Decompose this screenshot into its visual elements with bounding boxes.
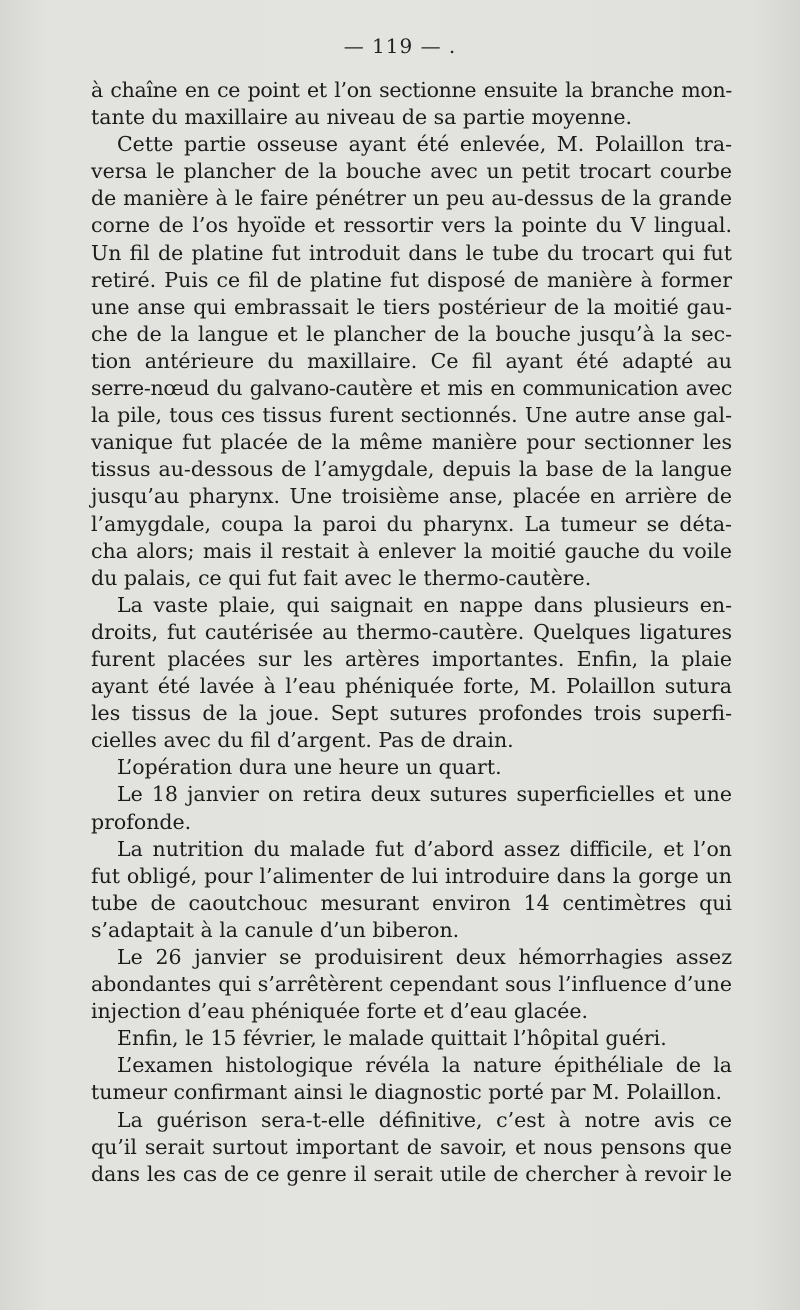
text-line: l’amygdale, coupa la paroi du pharynx. La tumeur se déta- [91,511,732,536]
text-line: cielles avec du fil d’argent. Pas de drain. [91,728,514,753]
text-line: abondantes qui s’arrêtèrent cependant sous l’influence d’une [91,972,732,997]
text-line: les tissus de la joue. Sept sutures profondes trois superfi- [91,701,732,726]
text-line: profonde. [91,809,192,834]
text-line: jusqu’au pharynx. Une troisième anse, placée en arrière de [91,484,732,509]
text-line: L’opération dura une heure un quart. [117,755,502,780]
body-text [91,77,732,1188]
text-line: tion antérieure du maxillaire. Ce fil ayant été adapté au [91,348,732,373]
text-line: Le 18 janvier on retira deux sutures superficielles et une [117,782,732,807]
text-line: injection d’eau phéniquée forte et d’eau glacée. [91,999,588,1024]
text-line: L’examen histologique révéla la nature épithéliale de la [117,1053,732,1078]
text-line: furent placées sur les artères importantes. Enfin, la plaie [91,646,732,671]
text-line: du palais, ce qui fut fait avec le thermo-cautère. [91,565,592,590]
text-line: vanique fut placée de la même manière pour sectionner les [91,430,732,455]
text-line: à chaîne en ce point et l’on sectionne ensuite la branche mon- [91,78,732,102]
text-line: Cette partie osseuse ayant été enlevée, M. Polaillon tra- [117,132,732,157]
text-line: dans les cas de ce genre il serait utile de chercher à revoir le [91,1161,732,1186]
text-line: La nutrition du malade fut d’abord assez difficile, et l’on [117,836,732,861]
text-line: fut obligé, pour l’alimenter de lui introduire dans la gorge un [91,863,732,888]
text-line: tumeur confirmant ainsi le diagnostic porté par M. Polaillon. [91,1080,722,1105]
text-line: tissus au-dessous de l’amygdale, depuis la base de la langue [91,457,732,482]
text-line: Enfin, le 15 février, le malade quittait l’hôpital guéri. [117,1026,667,1051]
text-line: tante du maxillaire au niveau de sa partie moyenne. [91,105,633,130]
text-line: s’adaptait à la canule d’un biberon. [91,917,460,942]
text-line: la pile, tous ces tissus furent sectionnés. Une autre anse gal- [91,403,732,428]
text-line: droits, fut cautérisée au thermo-cautère. Quelques ligatures [91,619,732,644]
text-line: ayant été lavée à l’eau phéniquée forte, M. Polaillon sutura [91,674,732,699]
text-line: versa le plancher de la bouche avec un petit trocart courbe [91,159,732,184]
text-line: retiré. Puis ce fil de platine fut disposé de manière à former [91,267,732,292]
text-line: corne de l’os hyoïde et ressortir vers la pointe du V lingual. [91,213,732,238]
text-line: une anse qui embrassait le tiers postérieur de la moitié gau- [91,294,732,319]
text-line: serre-nœud du galvano-cautère et mis en communication avec [91,376,732,401]
text-line: Un fil de platine fut introduit dans le tube du trocart qui fut [91,240,732,265]
text-line: che de la langue et le plancher de la bouche jusqu’à la sec- [91,321,732,346]
text-line: La vaste plaie, qui saignait en nappe dans plusieurs en- [117,592,732,617]
text-line: tube de caoutchouc mesurant environ 14 centimètres qui [91,890,732,915]
text-line: La guérison sera-t-elle définitive, c’est à notre avis ce [117,1107,732,1132]
text-line: Le 26 janvier se produisirent deux hémorrhagies assez [117,945,732,969]
text-line: de manière à le faire pénétrer un peu au-dessus de la grande [91,186,732,211]
text-line: qu’il serait surtout important de savoir, et nous pensons que [91,1134,732,1159]
text-line: cha alors; mais il restait à enlever la moitié gauche du voile [91,538,732,563]
page-number: — 119 — . [343,34,457,58]
